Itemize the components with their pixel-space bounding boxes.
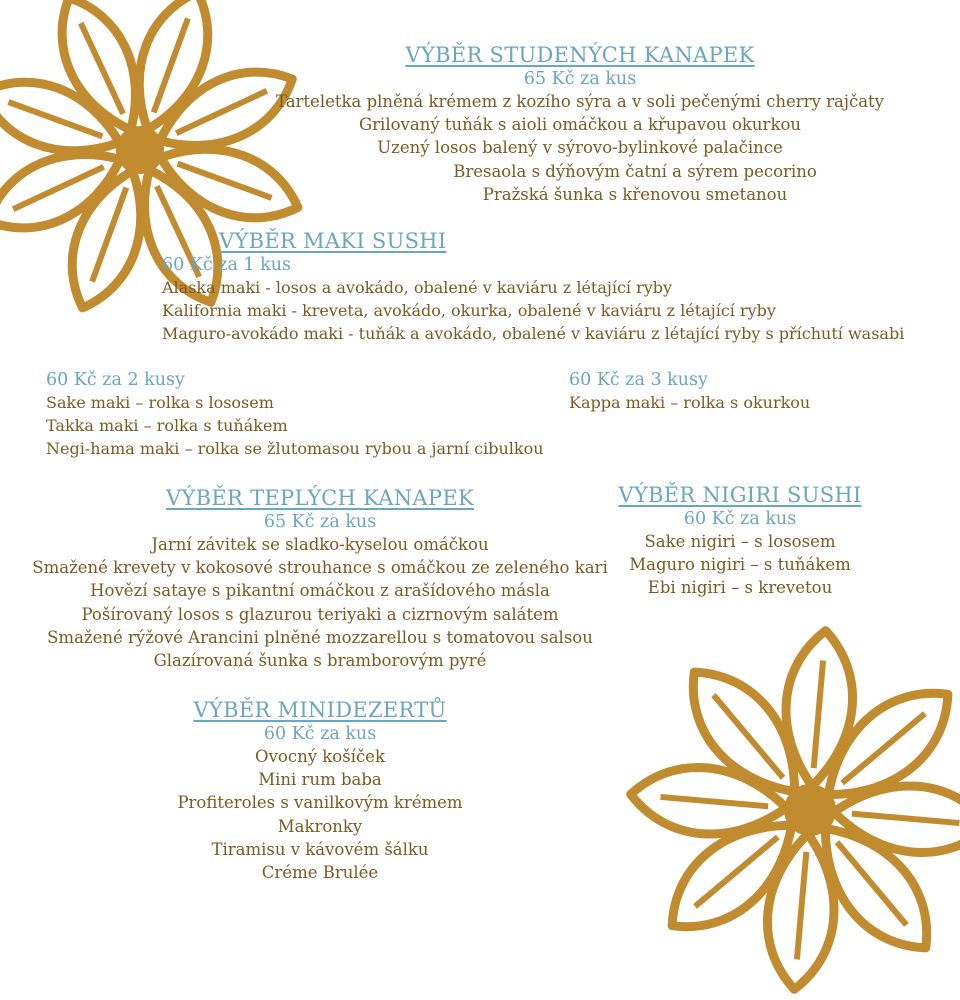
menu-item: Ovocný košíček bbox=[255, 747, 385, 766]
section-title: VÝBĚR STUDENÝCH KANAPEK bbox=[405, 43, 755, 67]
menu-item: Smažené rýžové Arancini plněné mozzarellou s tomatovou salsou bbox=[47, 627, 593, 647]
cold-canapes-section bbox=[260, 42, 900, 206]
item-list bbox=[260, 90, 900, 206]
menu-item: Bresaola s dýňovým čatní a sýrem pecorino bbox=[453, 161, 817, 181]
mini-desserts-section bbox=[150, 697, 490, 884]
menu-item: Pražská šunka s křenovou smetanou bbox=[482, 184, 788, 204]
section-title: VÝBĚR TEPLÝCH KANAPEK bbox=[166, 486, 474, 510]
menu-item: Ebi nigiri – s krevetou bbox=[647, 578, 833, 598]
maki-sushi-section bbox=[162, 228, 942, 345]
section-title: VÝBĚR MAKI SUSHI bbox=[219, 229, 447, 253]
item-list bbox=[46, 391, 566, 460]
maki-two-pieces-group bbox=[46, 369, 566, 460]
menu-item: Maguro-avokádo maki - tuňák a avokádo, obalené v kaviáru z létající ryby s příchutí wasabi bbox=[162, 324, 905, 343]
item-list bbox=[150, 745, 490, 884]
menu-item: Sake maki – rolka s lososem bbox=[46, 393, 274, 412]
menu-item: Jarní závitek se sladko-kyselou omáčkou bbox=[151, 535, 489, 554]
menu-item: Profiteroles s vanilkovým krémem bbox=[177, 793, 463, 813]
nigiri-sushi-section bbox=[610, 482, 870, 600]
lotus-flower-icon bbox=[620, 620, 960, 1000]
menu-item: Alaska maki - losos a avokádo, obalené v kaviáru z létající ryby bbox=[162, 278, 673, 297]
menu-item: Mini rum baba bbox=[258, 770, 382, 790]
menu-item: Sake nigiri – s lososem bbox=[644, 532, 836, 551]
group-price: 60 Kč za 3 kusy bbox=[569, 370, 708, 390]
menu-item: Kalifornia maki - kreveta, avokádo, okurka, obalené v kaviáru z létající ryby bbox=[162, 301, 776, 320]
item-list bbox=[569, 391, 869, 414]
menu-item: Tarteletka plněná krémem z kozího sýra a v soli pečenými cherry rajčaty bbox=[275, 92, 885, 111]
menu-item: Créme Brulée bbox=[261, 863, 379, 883]
menu-item: Grilovaný tuňák s aioli omáčkou a křupavou okurkou bbox=[358, 115, 802, 135]
menu-item: Negi-hama maki – rolka se žlutomasou rybou a jarní cibulkou bbox=[46, 439, 544, 458]
menu-item: Pošírovaný losos s glazurou teriyaki a cizrnovým salátem bbox=[81, 604, 559, 624]
menu-item: Uzený losos balený v sýrovo-bylinkové palačince bbox=[377, 138, 783, 158]
item-list bbox=[162, 276, 942, 345]
menu-item: Hovězí sataye s pikantní omáčkou z arašídového másla bbox=[90, 581, 550, 601]
menu-item: Takka maki – rolka s tuňákem bbox=[46, 416, 288, 435]
maki-three-pieces-group bbox=[569, 369, 869, 414]
menu-item: Smažené krevety v kokosové strouhance s omáčkou ze zeleného kari bbox=[32, 558, 608, 578]
group-price: 60 Kč za 2 kusy bbox=[46, 370, 185, 390]
menu-item: Maguro nigiri – s tuňákem bbox=[629, 555, 851, 575]
section-price: 60 Kč za kus bbox=[263, 724, 377, 744]
section-price: 60 Kč za 1 kus bbox=[162, 255, 292, 275]
flower-ornament-bottom-right bbox=[620, 620, 960, 1000]
section-price: 65 Kč za kus bbox=[523, 69, 637, 89]
menu-item: Glazírovaná šunka s bramborovým pyré bbox=[153, 651, 487, 671]
section-price: 60 Kč za kus bbox=[683, 509, 797, 529]
menu-item: Kappa maki – rolka s okurkou bbox=[569, 393, 811, 412]
section-title: VÝBĚR NIGIRI SUSHI bbox=[618, 483, 862, 507]
section-title: VÝBĚR MINIDEZERTŮ bbox=[193, 698, 447, 722]
warm-canapes-section bbox=[20, 485, 620, 672]
item-list bbox=[20, 533, 620, 672]
section-price: 65 Kč za kus bbox=[263, 512, 377, 532]
menu-item: Makronky bbox=[277, 816, 363, 836]
item-list bbox=[610, 530, 870, 600]
menu-item: Tiramisu v kávovém šálku bbox=[211, 839, 429, 859]
